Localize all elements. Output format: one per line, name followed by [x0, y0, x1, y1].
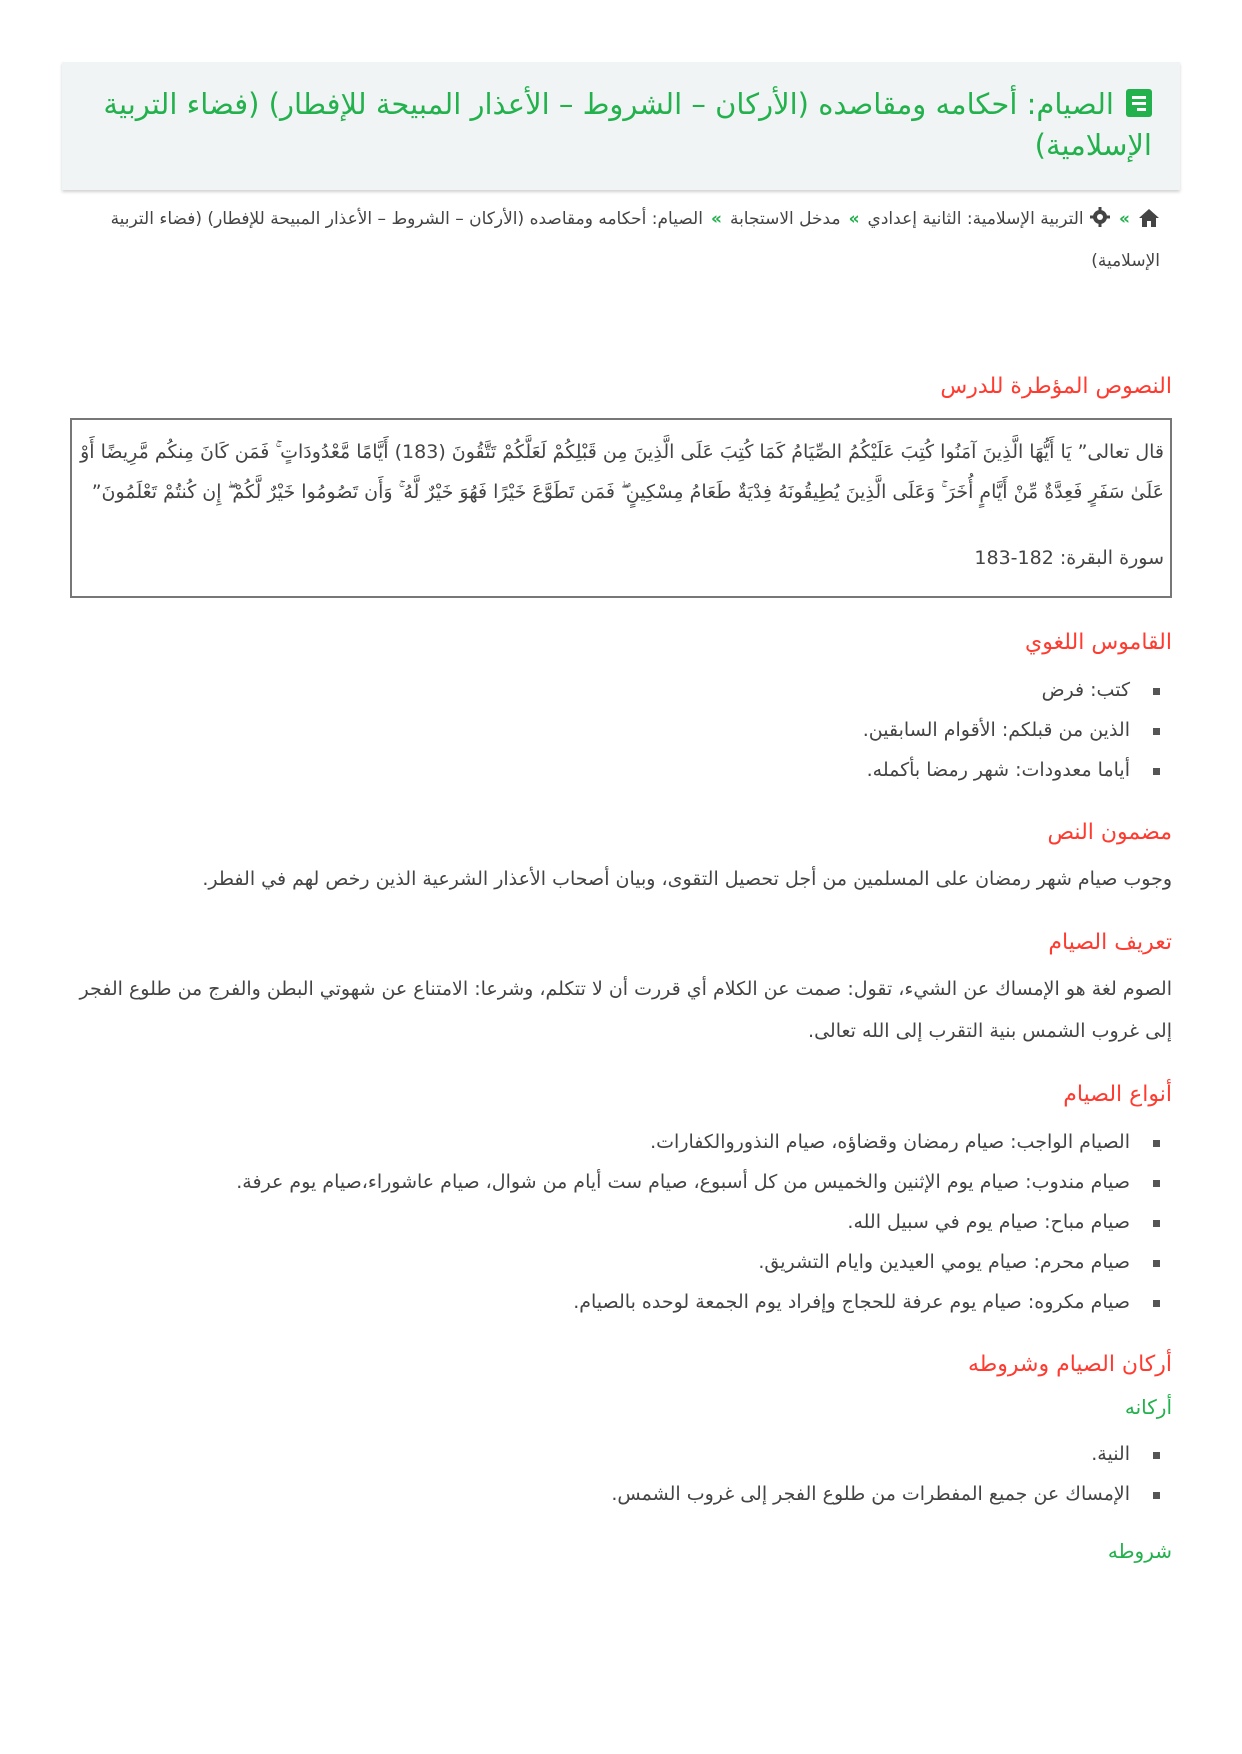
article-content — [70, 372, 1172, 1566]
list-item: أياما معدودات: شهر رمضا بأكمله. — [70, 750, 1162, 790]
list-item: كتب: فرض — [70, 670, 1162, 710]
category-gear-icon — [1089, 204, 1111, 242]
section-heading-types: أنواع الصيام — [1063, 1082, 1172, 1107]
subheading-conditions: شروطه — [1107, 1539, 1172, 1563]
dictionary-list — [70, 670, 1172, 790]
list-item: الصيام الواجب: صيام رمضان وقضاؤه، صيام النذوروالكفارات. — [70, 1122, 1162, 1162]
list-item: الإمساك عن جميع المفطرات من طلوع الفجر إلى غروب الشمس. — [70, 1474, 1162, 1514]
list-item: صيام محرم: صيام يومي العيدين وايام التشريق. — [70, 1242, 1162, 1282]
content-paragraph: وجوب صيام شهر رمضان على المسلمين من أجل تحصيل التقوى، وبيان أصحاب الأعذار الشرعية الذين رخص لهم في الفطر. — [202, 868, 1172, 890]
section-heading-definition: تعريف الصيام — [1048, 930, 1172, 955]
section-heading-pillars: أركان الصيام وشروطه — [967, 1352, 1172, 1377]
verse-reference: سورة البقرة: 182-183 — [974, 547, 1164, 569]
section-heading-dictionary: القاموس اللغوي — [1025, 630, 1172, 655]
breadcrumb-item-unit[interactable]: مدخل الاستجابة — [729, 209, 841, 229]
breadcrumb-item-grade[interactable]: التربية الإسلامية: الثانية إعدادي — [867, 209, 1084, 229]
quran-verse: قال تعالى” يَا أَيُّهَا الَّذِينَ آمَنُوا كُتِبَ عَلَيْكُمُ الصِّيَامُ كَمَا كُتِبَ عَلَى الَّذِينَ مِن قَبْلِكُمْ لَعَلَّكُمْ تَتَّقُونَ (183) أَيَّامًا مَّعْدُودَاتٍ ۚ فَمَن كَانَ مِنكُم مَّرِيضًا أَوْ عَلَىٰ سَفَرٍ فَعِدَّةٌ مِّنْ أَيَّامٍ أُخَرَ ۚ وَعَلَى الَّذِينَ يُطِيقُونَهُ فِدْيَةٌ طَعَامُ مِسْكِينٍ ۖ فَمَن تَطَوَّعَ خَيْرًا فَهُوَ خَيْرٌ لَّهُ ۚ وَأَن تَصُومُوا خَيْرٌ لَّكُمْ ۖ إِن كُنتُمْ تَعْلَمُونَ” — [80, 441, 1164, 503]
breadcrumb-item-current: الصيام: أحكامه ومقاصده (الأركان – الشروط – الأعذار المبيحة للإفطار) (فضاء التربية الإسلامية) — [110, 209, 1160, 271]
home-icon[interactable] — [1138, 204, 1160, 242]
list-item: صيام مباح: صيام يوم في سبيل الله. — [70, 1202, 1162, 1242]
page-title-text: الصيام: أحكامه ومقاصده (الأركان – الشروط – الأعذار المبيحة للإفطار) (فضاء التربية الإسلامية) — [103, 87, 1152, 162]
document-icon — [1126, 89, 1152, 117]
breadcrumb — [100, 200, 1160, 280]
list-item: النية. — [70, 1434, 1162, 1474]
title-box — [62, 62, 1180, 190]
fasting-types-list — [70, 1122, 1172, 1322]
list-item: صيام مكروه: صيام يوم عرفة للحجاج وإفراد يوم الجمعة لوحده بالصيام. — [70, 1282, 1162, 1322]
section-heading-texts: النصوص المؤطرة للدرس — [940, 374, 1172, 399]
pillars-list — [70, 1434, 1172, 1514]
breadcrumb-separator: » — [848, 209, 860, 229]
section-heading-content: مضمون النص — [1047, 820, 1172, 845]
page-title — [90, 84, 1152, 166]
breadcrumb-separator: » — [710, 209, 722, 229]
quran-quote-box — [70, 418, 1172, 598]
list-item: صيام مندوب: صيام يوم الإثنين والخميس من كل أسبوع، صيام ست أيام من شوال، صيام عاشوراء،صيام يوم عرفة. — [70, 1162, 1162, 1202]
breadcrumb-separator: » — [1119, 209, 1130, 229]
subheading-pillars: أركانه — [1124, 1395, 1172, 1419]
definition-paragraph: الصوم لغة هو الإمساك عن الشيء، تقول: صمت عن الكلام أي قررت أن لا تتكلم، وشرعا: الامتناع عن شهوتي البطن والفرج من طلوع الفجر إلى غروب الشمس بنية التقرب إلى الله تعالى. — [79, 978, 1172, 1042]
list-item: الذين من قبلكم: الأقوام السابقين. — [70, 710, 1162, 750]
